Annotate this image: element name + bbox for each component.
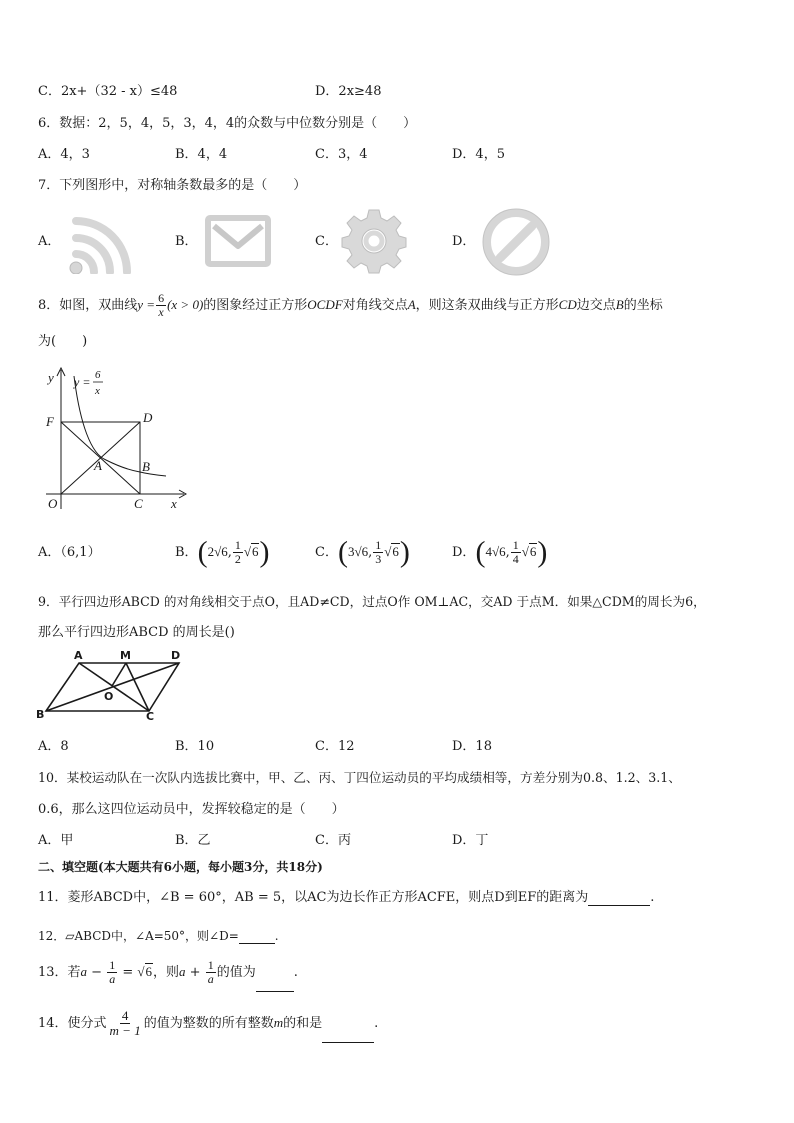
q8-stem-line2: 为( ) — [38, 334, 88, 349]
q10-option-d: D．丁 — [452, 833, 489, 848]
q8-option-c-label: C． — [315, 545, 338, 560]
q8-c-frac — [373, 539, 383, 566]
frac-den: m − 1 — [109, 1023, 141, 1038]
fig8-curve-den: x — [95, 385, 100, 397]
fig8-label-o: O — [48, 496, 58, 511]
fig8-curve-label: y = — [74, 375, 91, 389]
q8-b-frac — [233, 539, 243, 566]
op-plus: + — [185, 965, 205, 980]
prohibited-icon — [482, 208, 550, 276]
gear-icon — [340, 208, 408, 274]
diagonal-bd — [46, 663, 179, 711]
frac-num: 1 — [512, 538, 519, 552]
frac-den: 2 — [234, 552, 241, 566]
fig8-label-a: A — [94, 458, 102, 473]
q7-option-d: D． — [452, 234, 476, 249]
envelope-icon — [204, 214, 272, 268]
q10-option-b: B．乙 — [175, 833, 211, 848]
q8-fraction-num: 6 — [158, 291, 165, 305]
fig8-label-b: B — [142, 459, 150, 474]
q7-stem: 7．下列图形中，对称轴条数最多的是（ ） — [38, 178, 307, 193]
op-minus: − — [87, 965, 107, 980]
fig8-curve-num: 6 — [95, 369, 101, 381]
q13-text: 13．若 — [38, 965, 81, 980]
q14-text: 14．使分式 — [38, 1016, 107, 1031]
q11-text: 11．菱形ABCD中，∠B = 60°，AB = 5，以AC为边长作正方形ACFE，则点D到EF的距离为 — [38, 890, 589, 905]
q8-y-eq: y = — [137, 297, 156, 312]
q11-end: . — [650, 890, 655, 905]
q12 — [38, 928, 279, 944]
q7-option-a: A． — [38, 234, 61, 249]
q5-option-d: D．2x≥48 — [315, 84, 382, 99]
q12-text: 12．▱ABCD中，∠A=50°，则∠D= — [38, 929, 239, 943]
frac-num: 1 — [375, 538, 382, 552]
q6-stem: 6．数据：2，5，4，5，3，4，4的众数与中位数分别是（ ） — [38, 116, 417, 131]
q9-option-b: B．10 — [175, 739, 215, 754]
q8-option-d: D．(4√6, $\frac{1}{4}$ √6) — [452, 532, 547, 573]
q13-frac — [107, 959, 117, 986]
q8-ocdf: OCDF — [307, 297, 343, 312]
answer-blank — [239, 943, 275, 944]
q14-end: . — [374, 1016, 379, 1031]
fig9-label-d: D — [171, 649, 181, 662]
paren-right: ) — [399, 535, 410, 569]
q8-option-c: C．(3√6, $\frac{1}{3}$ √6) — [315, 532, 410, 573]
q9-stem-line2: 那么平行四边形ABCD 的周长是() — [38, 625, 235, 640]
q8-c-x: 3√6 — [347, 544, 369, 559]
q8-option-b: B．(2√6, $\frac{1}{2}$ √6) — [175, 532, 269, 573]
frac-den: 3 — [375, 552, 382, 566]
var-a: a — [179, 964, 186, 979]
q12-end: . — [274, 929, 279, 943]
frac-num: 1 — [207, 958, 214, 972]
q13-text: 的值为 — [216, 965, 256, 980]
q8-cd: CD — [558, 297, 577, 312]
fig9-label-o: O — [104, 690, 114, 703]
q6-option-c: C．3，4 — [315, 147, 368, 162]
paren-right: ) — [537, 535, 548, 569]
q6-option-d: D．4，5 — [452, 147, 505, 162]
wifi-signal-icon — [64, 208, 134, 274]
q9-option-d: D．18 — [452, 739, 492, 754]
q8-text: ，则这条双曲线与正方形 — [415, 298, 559, 313]
fig9-label-c: C — [146, 710, 155, 723]
q13-frac2 — [206, 959, 216, 986]
section-heading: 二、填空题(本大题共有6小题，每小题3分，共18分) — [38, 860, 323, 874]
q8-text: 边交点 — [576, 298, 616, 313]
fig8-label-d: D — [143, 410, 153, 425]
q9-figure — [34, 648, 194, 724]
fig8-label-y: y — [48, 370, 54, 385]
q13-sqrt: √6 — [137, 964, 153, 979]
q8-a: A — [407, 297, 416, 312]
frac-den: a — [109, 972, 116, 986]
q8-b: B — [615, 297, 624, 312]
frac-num: 1 — [109, 958, 116, 972]
q8-stem — [38, 290, 663, 321]
q8-fraction — [156, 292, 166, 319]
q8-text: 的坐标 — [623, 298, 663, 313]
paren-left: ( — [337, 535, 348, 569]
q10-stem-line2: 0.6，那么这四位运动员中，发挥较稳定的是（ ） — [38, 802, 345, 817]
q8-b-sqrt: √6 — [243, 544, 259, 559]
q6-option-a: A．4，3 — [38, 147, 90, 162]
sqrt-radicand: 6 — [529, 544, 537, 559]
q13-text: ，则 — [153, 965, 180, 980]
q8-condition: (x > 0) — [167, 297, 204, 312]
fig8-label-f: F — [46, 414, 54, 429]
q8-b-x: 2√6 — [207, 544, 228, 559]
fig9-label-m: M — [120, 649, 131, 662]
q7-option-c: C． — [315, 234, 338, 249]
q8-text: 8．如图，双曲线 — [38, 298, 138, 313]
q14-text: 的值为整数的所有整数 — [143, 1016, 274, 1031]
sqrt-radicand: 6 — [392, 544, 399, 559]
frac-den: 4 — [512, 552, 519, 566]
paren-left: ( — [197, 535, 208, 569]
q14-text: 的和是 — [283, 1016, 323, 1031]
q8-d-x: 4√6 — [485, 544, 506, 559]
hyperbola-curve — [74, 376, 166, 476]
sqrt-radicand: 6 — [251, 544, 259, 559]
answer-blank — [256, 991, 294, 992]
q7-option-b: B． — [175, 234, 198, 249]
var-m: m — [273, 1015, 284, 1030]
q8-text: 对角线交点 — [342, 298, 408, 313]
q8-option-b-label: B． — [175, 545, 198, 560]
q9-option-c: C．12 — [315, 739, 355, 754]
q8-fraction-den: x — [158, 305, 164, 319]
sqrt-radicand: 6 — [145, 964, 153, 979]
answer-blank — [588, 905, 650, 906]
op-eq: = — [118, 965, 138, 980]
answer-blank — [322, 1042, 374, 1043]
q9-option-a: A．8 — [38, 739, 69, 754]
var-a: a — [80, 964, 88, 979]
frac-den: a — [207, 972, 214, 986]
q9-stem: 9．平行四边形ABCD 的对角线相交于点O，且AD≠CD，过点O作 OM⊥AC，交AD 于点M．如果△CDM的周长为6， — [38, 594, 706, 609]
fig8-label-c: C — [134, 496, 143, 511]
paren-left: ( — [475, 535, 486, 569]
q10-stem: 10．某校运动队在一次队内选拔比赛中，甲、乙、丙、丁四位运动员的平均成绩相等，方差分别为0.8、1.2、3.1、 — [38, 770, 681, 785]
fig9-label-a: A — [74, 649, 83, 662]
q13-end: . — [293, 965, 298, 980]
q8-option-a: A．（6,1） — [38, 545, 101, 560]
q10-option-c: C．丙 — [315, 833, 351, 848]
fig8-label-x: x — [171, 496, 177, 511]
q6-option-b: B．4，4 — [175, 147, 228, 162]
q11 — [38, 890, 654, 906]
paren-right: ) — [259, 535, 270, 569]
frac-num: 1 — [234, 538, 241, 552]
fig9-label-b: B — [36, 708, 45, 721]
q8-c-sqrt: √6 — [384, 544, 399, 559]
q14-frac — [108, 1009, 143, 1038]
q8-d-frac — [511, 539, 521, 566]
q8-option-d-label: D． — [452, 545, 476, 560]
frac-num: 4 — [121, 1008, 129, 1023]
q5-option-c: C．2x+（32 - x）≤48 — [38, 84, 178, 99]
q8-text: 的图象经过正方形 — [203, 298, 308, 313]
q10-option-a: A．甲 — [38, 833, 74, 848]
q8-d-sqrt: √6 — [521, 544, 537, 559]
q14 — [38, 1004, 378, 1043]
q8-figure — [36, 364, 196, 516]
q13 — [38, 953, 298, 992]
